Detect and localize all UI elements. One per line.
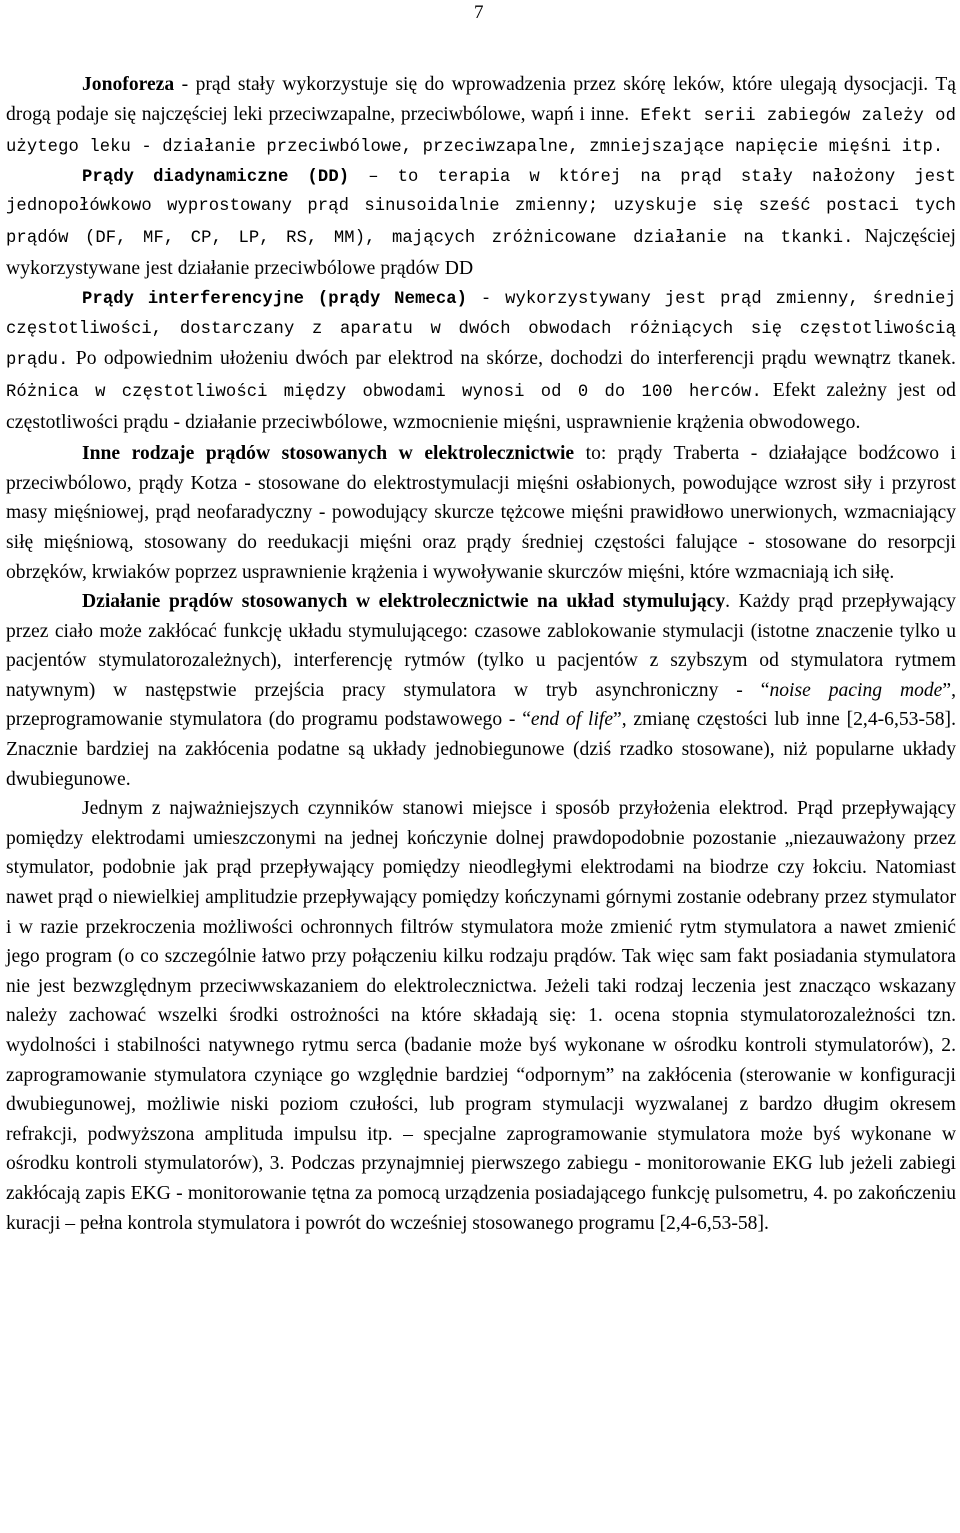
- paragraph-text: Różnica w częstotliwości między obwodami wynosi od 0 do 100 herców.: [6, 382, 762, 402]
- paragraph-text: to: prądy Traberta - działające bodźcowo i przeciwbólowo, prądy Kotza - stosowane do elektrostymulacji mięśni osłabionych, powodujące wzrost siły i przyrost masy mięśniowej, prąd neofaradyczny - powodujący skurcze tężcowe mięśni prawidłowo unerwionych, wzmacniający siłę mięśniową, stosowany do reedukacji mięśni oraz prądy średniej częstości falujące - stosowane do resorpcji obrzęków, krwiaków poprzez usprawnienie krążenia i wywoływanie skurczów mięśni, które wzmacniają ich siłę.: [6, 443, 956, 583]
- paragraph-text: - wykorzystywany jest prąd zmienny, średniej częstotliwości, dostarczany z aparatu w dwóch obwodach różniących się częstotliwością prądu.: [6, 290, 956, 371]
- term-jonoforeza: Jonoforeza: [82, 74, 175, 95]
- page-number: 7: [474, 2, 484, 23]
- paragraph-text: Jednym z najważniejszych czynników stanowi miejsce i sposób przyłożenia elektrod. Prąd przepływający pomiędzy elektrodami umieszczonymi na jednej kończynie dolnej prawdopodobnie pozostanie „niezauważony przez stymulator, podobnie jak prąd przepływający pomiędzy nieodległymi elektrodami na biodrze czy łokciu. Natomiast nawet prąd o niewielkiej amplitudzie przepływający pomiędzy kończynami górnymi zostanie odebrany przez stymulator i w razie przekroczenia możliwości ochronnych filtrów stymulatora może zmienić rytm stymulatora a nawet zmienić jego program (o co szczególnie łatwo przy połączeniu kilku rodzaju prądów. Tak więc sam fakt posiadania stymulatora nie jest bezwzględnym przeciwwskazaniem do elektrolecznictwa. Jeżeli taki rodzaj leczenia jest znacząco wskazany należy zachować wszelki środki ostrożności na które składają się: 1. ocena stopnia stymulatorozależności tzn. wydolności i stabilności natywnego rytmu serca (badanie może byś wykonane w ośrodku kontroli stymulatorów), 2. zaprogramowanie stymulatora czyniące go względnie bardziej “odpornym” na zakłócenia (sterowanie w konfiguracji dwubiegunowej, możliwie niski poziom czułości, lub program stymulacji wyzwalanej z bardzo długim okresem refrakcji, podwyższona amplituda impulsu itp. – specjalne zaprogramowanie stymulatora może byś wykonane w ośrodku kontroli stymulatorów), 3. Podczas przynajmniej pierwszego zabiegu - monitorowanie EKG lub jeżeli zabiegi zakłócają zapis EKG - monitorowanie tętna za pomocą urządzenia posiadającego funkcję pulsometru, 4. po zakończeniu kuracji – pełna kontrola stymulatora i powrót do wcześniej stosowanego programu [2,4-6,53-58].: [6, 798, 956, 1234]
- paragraph-text: Po odpowiednim ułożeniu dwóch par elektrod na skórze, dochodzi do interferencji prądu wewnątrz tkanek.: [68, 348, 956, 370]
- term-diadynamiczne: Prądy diadynamiczne (DD): [82, 167, 350, 187]
- paragraph-jonoforeza: [6, 70, 956, 163]
- paragraph-diadynamiczne: [6, 163, 956, 285]
- paragraph-text: ”, zmianę częstości lub inne [2,4-6,53-58]. Znacznie bardziej na zakłócenia podatne są układy jednobiegunowe (dziś rzadko stosowane), niż popularne układy dwubiegunowe.: [6, 709, 956, 790]
- italic-term: noise pacing mode: [769, 679, 943, 701]
- paragraph-inne-rodzaje: [6, 439, 956, 587]
- paragraph-interferencyjne: [6, 285, 956, 439]
- paragraph-text: Tą drogą podaje się najczęściej leki przeciwzapalne, przeciwbólowe, wapń i inne.: [6, 74, 956, 125]
- paragraph-text: Efekt serii zabiegów zależy od użytego leku - działanie przeciwbólowe, przeciwzapalne, zmniejszające napięcie mięśni itp.: [6, 106, 956, 158]
- italic-term: end of life: [530, 709, 614, 731]
- paragraph-dzialanie: [6, 587, 956, 794]
- paragraph-elektrody: [6, 794, 956, 1238]
- paragraph-text: Efekt zależny jest od częstotliwości prądu - działanie przeciwbólowe, wzmocnienie mięśni, usprawnienie krążenia obwodowego.: [6, 379, 956, 433]
- term-interferencyjne: Prądy interferencyjne (prądy Nemeca): [82, 290, 468, 310]
- paragraph-text: – to terapia w której na prąd stały nałożony jest jednopołówkowo wyprostowany prąd sinusoidalnie zmienny; uzyskuje się sześć postaci tych prądów (DF, MF, CP, LP, RS, MM), mających zróżnicowane działanie na tkanki.: [6, 167, 956, 248]
- term-inne-rodzaje: Inne rodzaje prądów stosowanych w elektrolecznictwie: [82, 443, 575, 465]
- document-body: [6, 70, 956, 1238]
- term-dzialanie: Działanie prądów stosowanych w elektrolecznictwie na układ stymulujący: [82, 591, 726, 613]
- paragraph-text: . Każdy prąd przepływający przez ciało może zakłócać funkcję układu stymulującego: czasowe zablokowanie stymulacji (istotne znaczenie tylko u pacjentów stymulatorozależnych), interferencję rytmów (tylko u pacjentów z szybszym od stymulatora rytmem natywnym) w następstwie przejścia pracy stymulatora w tryb asynchroniczny - “: [6, 591, 956, 701]
- paragraph-text: - prąd stały wykorzystuje się do wprowadzenia przez skórę leków, które ulegają dysocjacji.: [174, 74, 929, 95]
- paragraph-text: ”, przeprogramowanie stymulatora (do programu podstawowego - “: [6, 679, 956, 731]
- paragraph-text: Najczęściej wykorzystywane jest działanie przeciwbólowe prądów DD: [6, 225, 956, 279]
